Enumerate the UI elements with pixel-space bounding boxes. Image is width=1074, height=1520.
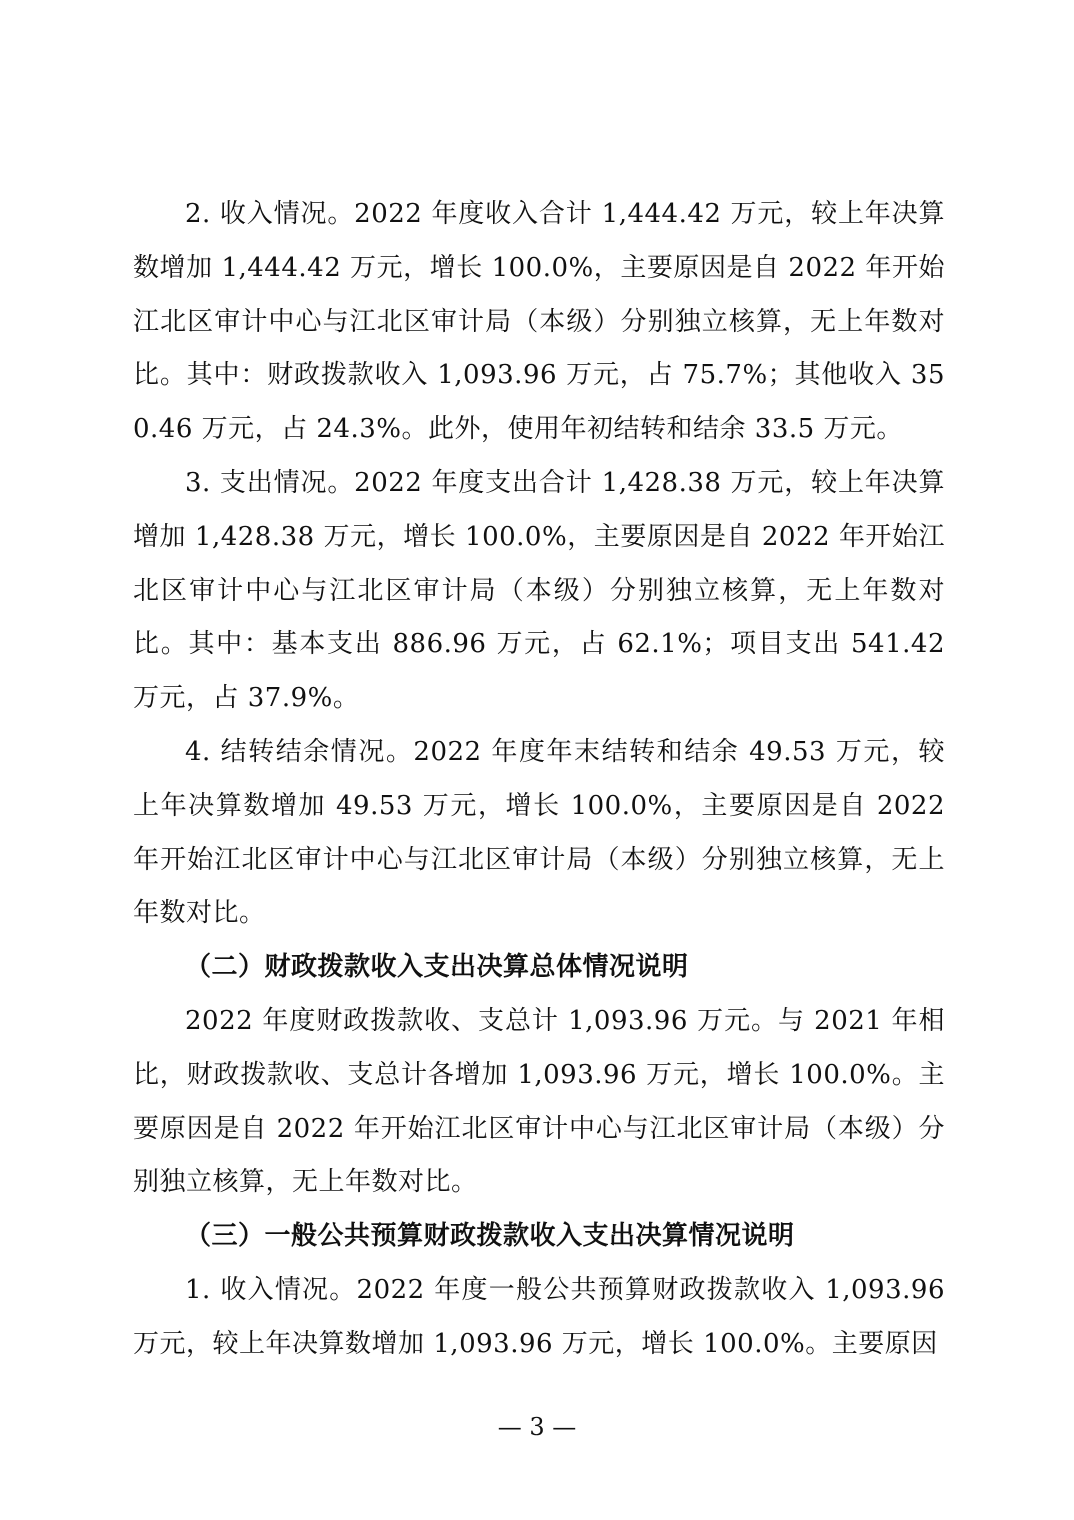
paragraph-carryover: 4. 结转结余情况。2022 年度年末结转和结余 49.53 万元，较上年决算数增加 49.53 万元，增长 100.0%，主要原因是自 2022 年开始江北区审计中心与江北区审计局（本级）分别独立核算，无上年数对比。 <box>133 736 945 929</box>
section-heading-fiscal-overview: （二）财政拨款收入支出决算总体情况说明 <box>185 952 689 983</box>
paragraph-general-budget-income: 1. 收入情况。2022 年度一般公共预算财政拨款收入 1,093.96 万元，较上年决算数增加 1,093.96 万元，增长 100.0%。主要原因 <box>133 1274 945 1359</box>
document-body <box>133 188 945 1372</box>
section-heading-general-budget: （三）一般公共预算财政拨款收入支出决算情况说明 <box>185 1221 795 1252</box>
paragraph-fiscal-overview: 2022 年度财政拨款收、支总计 1,093.96 万元。与 2021 年相比，财政拨款收、支总计各增加 1,093.96 万元，增长 100.0%。主要原因是自 2022 年开始江北区审计中心与江北区审计局（本级）分别独立核算，无上年数对比。 <box>133 1005 945 1198</box>
paragraph-expenditure: 3. 支出情况。2022 年度支出合计 1,428.38 万元，较上年决算增加 1,428.38 万元，增长 100.0%，主要原因是自 2022 年开始江北区审计中心与江北区审计局（本级）分别独立核算，无上年数对比。其中：基本支出 886.96 万元，占 62.1%；项目支出 541.42 万元，占 37.9%。 <box>133 467 945 714</box>
page-number: — 3 — <box>497 1413 577 1441</box>
paragraph-income: 2. 收入情况。2022 年度收入合计 1,444.42 万元，较上年决算数增加 1,444.42 万元，增长 100.0%，主要原因是自 2022 年开始江北区审计中心与江北区审计局（本级）分别独立核算，无上年数对比。其中：财政拨款收入 1,093.96 万元，占 75.7%；其他收入 350.46 万元，占 24.3%。此外，使用年初结转和结余 33.5 万元。 <box>133 199 945 445</box>
